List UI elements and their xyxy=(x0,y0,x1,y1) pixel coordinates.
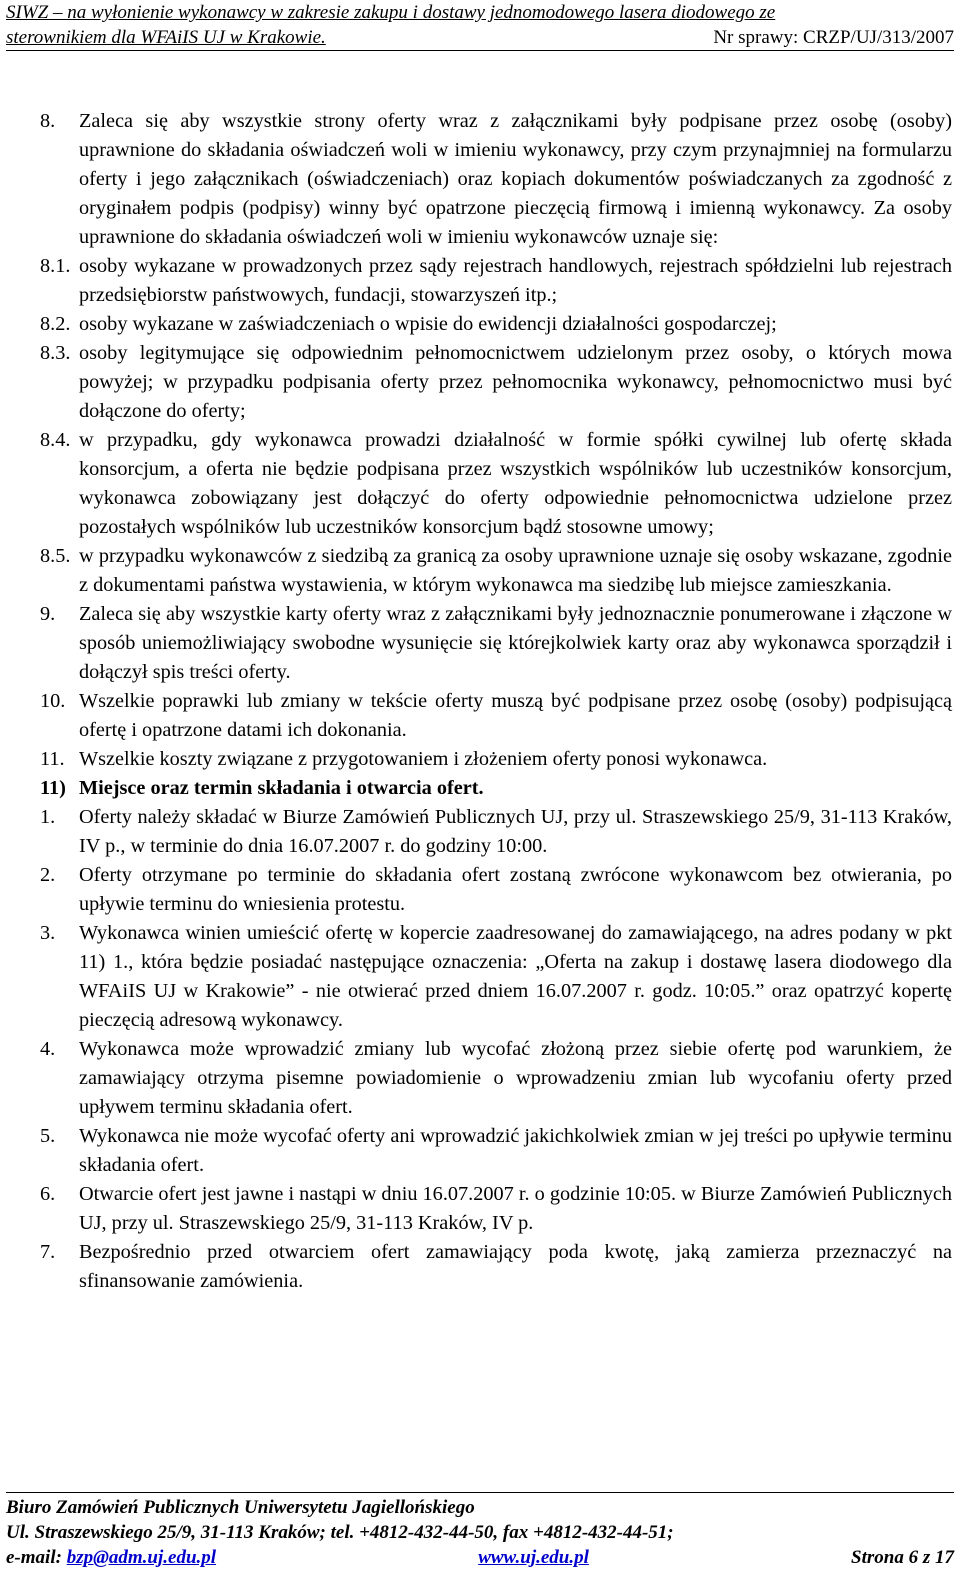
footer-org: Biuro Zamówień Publicznych Uniwersytetu Jagiellońskiego xyxy=(6,1497,475,1518)
item-list xyxy=(40,107,952,774)
header-title xyxy=(6,0,954,25)
item-text: Oferty otrzymane po terminie do składania ofert zostaną zwrócone wykonawcom bez otwierania, po upływie terminu do wniesienia protestu. xyxy=(79,864,952,915)
item-number: 1. xyxy=(40,806,56,828)
list-item xyxy=(40,1122,952,1180)
footer-contact-row xyxy=(6,1545,954,1570)
item-text: osoby wykazane w zaświadczeniach o wpisie do ewidencji działalności gospodarczej; xyxy=(79,313,777,335)
footer-email-block xyxy=(6,1545,216,1570)
page-header xyxy=(6,0,954,51)
item-number: 3. xyxy=(40,922,56,944)
item-text: Oferty należy składać w Biurze Zamówień Publicznych UJ, przy ul. Straszewskiego 25/9, 31-113 Kraków, IV p., w terminie do dnia 16.07.2007 r. do godziny 10:00. xyxy=(79,806,952,857)
item-number: 8.3. xyxy=(40,342,71,364)
item-number: 8.1. xyxy=(40,255,71,277)
item-text: Otwarcie ofert jest jawne i nastąpi w dniu 16.07.2007 r. o godzinie 10:05. w Biurze Zamówień Publicznych UJ, przy ul. Straszewskiego 25/9, 31-113 Kraków, IV p. xyxy=(79,1183,953,1234)
item-number: 8.5. xyxy=(40,545,71,567)
item-text: osoby wykazane w prowadzonych przez sądy rejestrach handlowych, rejestrach spółdzielni lub rejestrach przedsiębiorstw państwowych, fundacji, stowarzyszeń itp.; xyxy=(79,255,952,306)
list-item xyxy=(40,745,952,774)
list-item xyxy=(40,542,952,600)
list-item xyxy=(40,803,952,861)
item-number: 8.4. xyxy=(40,429,71,451)
item-number: 7. xyxy=(40,1241,56,1263)
list-item xyxy=(40,426,952,542)
item-text: Bezpośrednio przed otwarciem ofert zamawiający poda kwotę, jaką zamierza przeznaczyć na sfinansowanie zamówienia. xyxy=(79,1241,952,1292)
item-number: 2. xyxy=(40,864,56,886)
list-item xyxy=(40,1180,952,1238)
email-label: e-mail: xyxy=(6,1547,67,1568)
list-item xyxy=(40,919,952,1035)
item-number: 5. xyxy=(40,1125,56,1147)
item-text: Zaleca się aby wszystkie strony oferty wraz z załącznikami były podpisane przez osobę (osoby) uprawnione do składania oświadczeń woli w imieniu wykonawcy, przy czym przynajmniej na formularzu oferty i jego załącznikach (oświadczeniach) oraz kopiach dokumentów poświadczanych za zgodność z oryginałem podpis (podpisy) winny być opatrzone pieczęcią firmową i imienną wykonawcy. Za osoby uprawnione do składania oświadczeń woli w imieniu wykonawców uznaje się: xyxy=(79,110,952,248)
list-item xyxy=(40,252,952,310)
list-item xyxy=(40,107,952,252)
item-text: Zaleca się aby wszystkie karty oferty wraz z załącznikami były jednoznacznie ponumerowane i złączone w sposób uniemożliwiający swobodne wysunięcie się którejkolwiek karty oraz aby wykonawca sporządził i dołączył spis treści oferty. xyxy=(79,603,952,683)
item-number: 9. xyxy=(40,603,56,625)
list-item xyxy=(40,310,952,339)
website-link[interactable]: www.uj.edu.pl xyxy=(478,1547,589,1568)
section-heading xyxy=(40,774,952,803)
item-text: Wykonawca winien umieścić ofertę w kopercie zaadresowanej do zamawiającego, na adres podany w pkt 11) 1., która będzie posiadać następujące oznaczenia: „Oferta na zakup i dostawę lasera diodowego dla WFAiIS UJ w Krakowie” - nie otwierać przed dniem 16.07.2007 r. godz. 10:05.” oraz opatrzyć kopertę pieczęcią adresową wykonawcy. xyxy=(79,922,952,1031)
header-line1: SIWZ – na wyłonienie wykonawcy w zakresie zakupu i dostawy jednomodowego lasera diodowego ze xyxy=(6,2,776,23)
list-item xyxy=(40,861,952,919)
item-number: 10. xyxy=(40,690,66,712)
section-title: Miejsce oraz termin składania i otwarcia ofert. xyxy=(79,777,484,799)
item-text: Wszelkie poprawki lub zmiany w tekście oferty muszą być podpisane przez osobę (osoby) podpisującą ofertę i opatrzone datami ich dokonania. xyxy=(79,690,952,741)
item-text: osoby legitymujące się odpowiednim pełnomocnictwem udzielonym przez osoby, o których mowa powyżej; w przypadku podpisania oferty przez pełnomocnika wykonawcy, pełnomocnictwo musi być dołączone do oferty; xyxy=(79,342,952,422)
section-number: 11) xyxy=(40,777,66,799)
item-number: 8.2. xyxy=(40,313,71,335)
footer-address: Ul. Straszewskiego 25/9, 31-113 Kraków; tel. +4812-432-44-50, fax +4812-432-44-51; xyxy=(6,1522,674,1543)
email-link[interactable]: bzp@adm.uj.edu.pl xyxy=(66,1547,217,1568)
list-item xyxy=(40,1238,952,1296)
item-number: 4. xyxy=(40,1038,56,1060)
list-item xyxy=(40,600,952,687)
item-text: Wszelkie koszty związane z przygotowaniem i złożeniem oferty ponosi wykonawca. xyxy=(79,748,768,770)
section-item-list xyxy=(40,803,952,1296)
list-item xyxy=(40,1035,952,1122)
document-body xyxy=(40,107,952,1296)
item-number: 11. xyxy=(40,748,65,770)
item-text: Wykonawca nie może wycofać oferty ani wprowadzić jakichkolwiek zmian w jej treści po upływie terminu składania ofert. xyxy=(79,1125,952,1176)
item-number: 6. xyxy=(40,1183,56,1205)
header-line2 xyxy=(6,25,954,50)
case-number: Nr sprawy: CRZP/UJ/313/2007 xyxy=(713,27,954,48)
page-number: Strona 6 z 17 xyxy=(851,1547,954,1568)
item-number: 8. xyxy=(40,110,56,132)
item-text: Wykonawca może wprowadzić zmiany lub wycofać złożoną przez siebie ofertę pod warunkiem, że zamawiający otrzyma pisemne powiadomienie o wprowadzeniu zmian lub wycofaniu oferty przed upływem terminu składania ofert. xyxy=(79,1038,952,1118)
header-institution: sterownikiem dla WFAiIS UJ w Krakowie. xyxy=(6,27,326,48)
list-item xyxy=(40,339,952,426)
list-item xyxy=(40,687,952,745)
item-text: w przypadku, gdy wykonawca prowadzi działalność w formie spółki cywilnej lub ofertę składa konsorcjum, a oferta nie będzie podpisana przez wszystkich wspólników lub uczestników konsorcjum, wykonawca zobowiązany jest dołączyć do oferty odpowiednie pełnomocnictwa udzielone przez pozostałych wspólników lub uczestników konsorcjum bądź stosowne umowy; xyxy=(79,429,952,538)
page-footer xyxy=(6,1492,954,1570)
item-text: w przypadku wykonawców z siedzibą za granicą za osoby uprawnione uznaje się osoby wskazane, zgodnie z dokumentami państwa wystawienia, w którym wykonawca ma siedzibę lub miejsce zamieszkania. xyxy=(79,545,952,596)
